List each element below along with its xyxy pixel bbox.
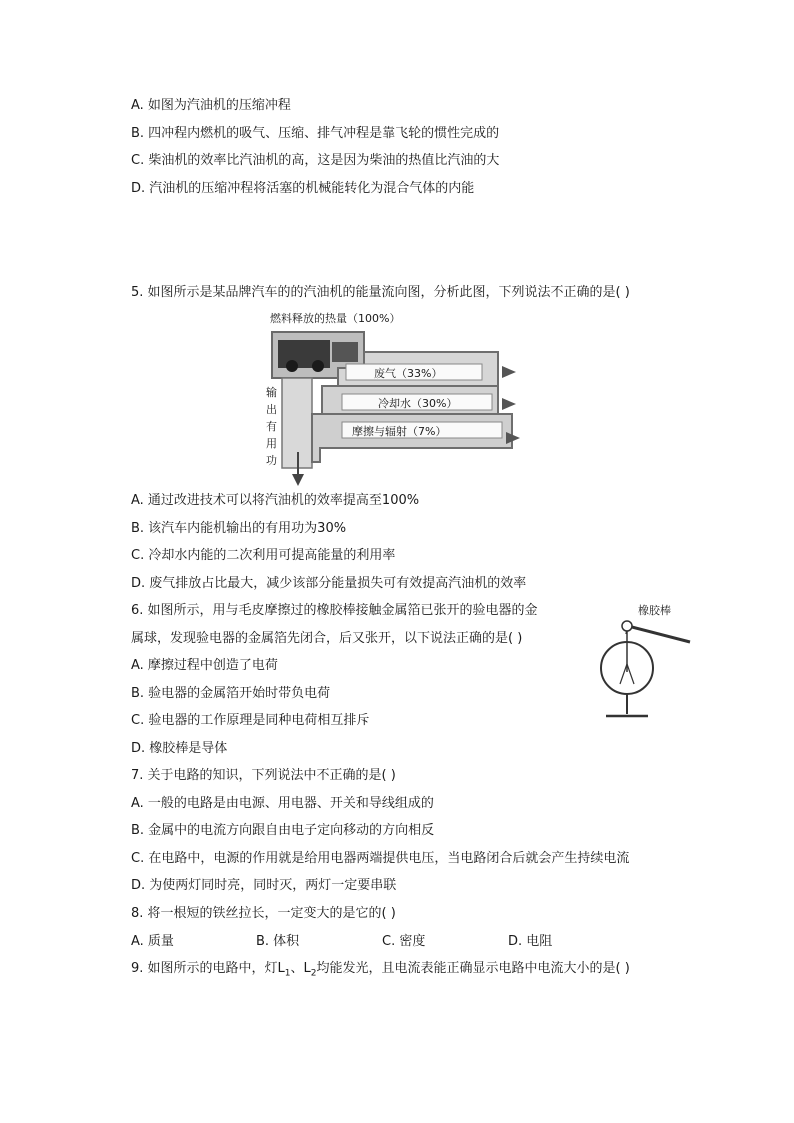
energy-flow-diagram: [262, 312, 524, 488]
q7-option-c: C. 在电路中，电源的作用就是给用电器两端提供电压，当电路闭合后就会产生持续电流: [131, 851, 630, 866]
cooling-water-label: 冷却水（30%）: [378, 397, 458, 410]
waste-gas-label: 废气（33%）: [374, 367, 443, 380]
q6-stem-line2: 属球，发现验电器的金属箔先闭合，后又张开，以下说法正确的是( ): [131, 631, 523, 646]
q4-option-d: D. 汽油机的压缩冲程将活塞的机械能转化为混合气体的内能: [131, 181, 475, 196]
q4-option-c: C. 柴油机的效率比汽油机的高，这是因为柴油的热值比汽油的大: [131, 153, 500, 168]
q4-option-b: B. 四冲程内燃机的吸气、压缩、排气冲程是靠飞轮的惯性完成的: [131, 126, 500, 141]
q7-option-b: B. 金属中的电流方向跟自由电子定向移动的方向相反: [131, 823, 435, 838]
q7-stem: 7. 关于电路的知识，下列说法中不正确的是( ): [131, 768, 396, 783]
q4-option-a: A. 如图为汽油机的压缩冲程: [131, 98, 291, 113]
q8-option-a: A. 质量: [131, 934, 174, 949]
q7-option-a: A. 一般的电路是由电源、用电器、开关和导线组成的: [131, 796, 434, 811]
electroscope-diagram: [598, 604, 708, 722]
fuel-heat-label: 燃料释放的热量（100%）: [270, 312, 401, 325]
q5-option-c: C. 冷却水内能的二次利用可提高能量的利用率: [131, 548, 396, 563]
q6-option-a: A. 摩擦过程中创造了电荷: [131, 658, 278, 673]
q8-option-d: D. 电阻: [508, 934, 553, 949]
q8-options: [131, 933, 691, 951]
q5-stem: 5. 如图所示是某品牌汽车的的汽油机的能量流向图，分析此图，下列说法不正确的是( ): [131, 285, 630, 300]
friction-radiation-label: 摩擦与辐射（7%）: [352, 425, 447, 438]
q6-stem-line1: 6. 如图所示，用与毛皮摩擦过的橡胶棒接触金属箔已张开的验电器的金: [131, 603, 538, 618]
q6-option-b: B. 验电器的金属箔开始时带负电荷: [131, 686, 331, 701]
q8-stem: 8. 将一根短的铁丝拉长，一定变大的是它的( ): [131, 906, 396, 921]
q8-option-b: B. 体积: [256, 934, 300, 949]
q7-option-d: D. 为使两灯同时亮，同时灭，两灯一定要串联: [131, 878, 397, 893]
q8-option-c: C. 密度: [382, 934, 426, 949]
q9-stem: 9. 如图所示的电路中，灯$L_1$、$L_2$均能发光，且电流表能正确显示电路中电流大小的是( ): [131, 961, 630, 979]
q6-option-d: D. 橡胶棒是导体: [131, 741, 228, 756]
q5-option-b: B. 该汽车内能机输出的有用功为30%: [131, 521, 347, 536]
q6-option-c: C. 验电器的工作原理是同种电荷相互排斥: [131, 713, 370, 728]
q5-option-a: A. 通过改进技术可以将汽油机的效率提高至100%: [131, 493, 420, 508]
rubber-rod-label: 橡胶棒: [638, 604, 671, 617]
useful-work-label: 输 出 有 用 功: [266, 386, 277, 467]
q5-option-d: D. 废气排放占比最大，减少该部分能量损失可有效提高汽油机的效率: [131, 576, 527, 591]
